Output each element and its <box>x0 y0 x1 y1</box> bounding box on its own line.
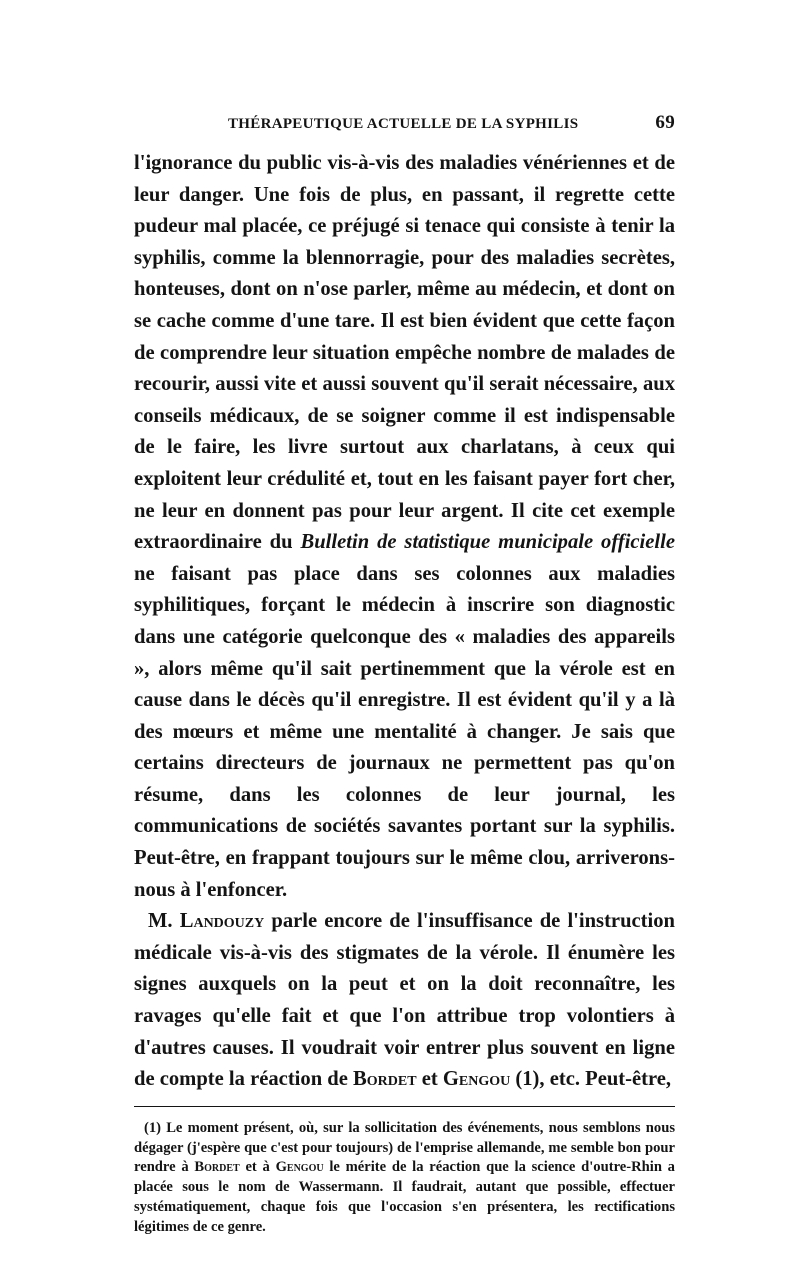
footnote-rule <box>134 1106 675 1107</box>
running-head <box>134 112 675 142</box>
journal-title: Bulletin de statistique municipale officielle <box>300 531 676 554</box>
footnote-text: Le moment présent, où, sur la sollicitation des événements, nous semblons nous dégager (j'espère que c'est pour toujours) de l'emprise allemande, me semble bon pour rendre à <box>134 1119 675 1176</box>
person-name: Landouzy <box>179 910 265 933</box>
paragraph <box>134 906 675 1096</box>
conjunction: et <box>416 1068 443 1091</box>
paragraph-text: l'ignorance du public vis-à-vis des maladies vénériennes et de leur danger. Une fois de plus, en passant, il regrette cette pudeur mal placée, ce préjugé si tenace qui consiste à tenir la syphilis, comme la blennorragie, pour des maladies secrètes, honteuses, dont on n'ose parler, même au médecin, et dont on se cache comme d'une tare. Il est bien évident que cette façon de comprendre leur situation empêche nombre de malades de recourir, aussi vite et aussi souvent qu'il serait nécessaire, aux conseils médicaux, de se soigner comme il est indispensable de le faire, les livre surtout aux charlatans, à ceux qui exploitent leur crédulité et, tout en les faisant payer fort cher, ne leur en donnent pas pour leur argent. Il cite cet exemple extraordinaire du <box>134 152 675 554</box>
running-title: THÉRAPEUTIQUE ACTUELLE DE LA SYPHILIS <box>228 116 579 132</box>
person-name: Bordet <box>194 1159 240 1176</box>
paragraph-text: , etc. Peut-être, <box>539 1068 672 1091</box>
paragraph-lead: M. <box>148 910 180 933</box>
person-name: Gengou <box>275 1159 324 1176</box>
book-page <box>134 112 675 1238</box>
footnote-text: le mérite de la réaction que la science d'outre-Rhin a placée sous le nom de Wassermann. Il faudrait, autant que possible, effectuer systématiquement, chaque fois que l'occasion s'en présentera, les rectifications légitimes de ce genre. <box>134 1159 675 1235</box>
paragraph-text: ne faisant pas place dans ses colonnes aux maladies syphilitiques, forçant le médecin à inscrire son diagnostic dans une catégorie quelconque des « maladies des appareils », alors même qu'il sait pertinemment que la vérole est en cause dans le décès qu'il enregistre. Il est évident qu'il y a là des mœurs et même une mentalité à changer. Je sais que certains directeurs de journaux ne permettent pas qu'on résume, dans les colonnes de leur journal, les communications de sociétés savantes portant sur la syphilis. Peut-être, en frappant toujours sur le même clou, arriverons-nous à l'enfoncer. <box>134 562 675 901</box>
paragraph-text: parle encore de l'insuffisance de l'instruction médicale vis-à-vis des stigmates de la vérole. Il énumère les signes auxquels on la peut et on la doit reconnaître, les ravages qu'elle fait et que l'on attribue trop volontiers à d'autres causes. Il voudrait voir entrer plus souvent en ligne de compte la réaction de <box>134 910 675 1091</box>
footnote-reference: (1) <box>510 1068 540 1091</box>
body-text <box>134 148 675 1096</box>
paragraph <box>134 148 675 906</box>
footnote <box>134 1119 675 1238</box>
person-name: Bordet <box>353 1068 417 1091</box>
person-name: Gengou <box>442 1068 511 1091</box>
conjunction: et à <box>239 1159 276 1176</box>
footnote-marker: (1) <box>144 1119 167 1136</box>
page-number: 69 <box>655 112 675 133</box>
